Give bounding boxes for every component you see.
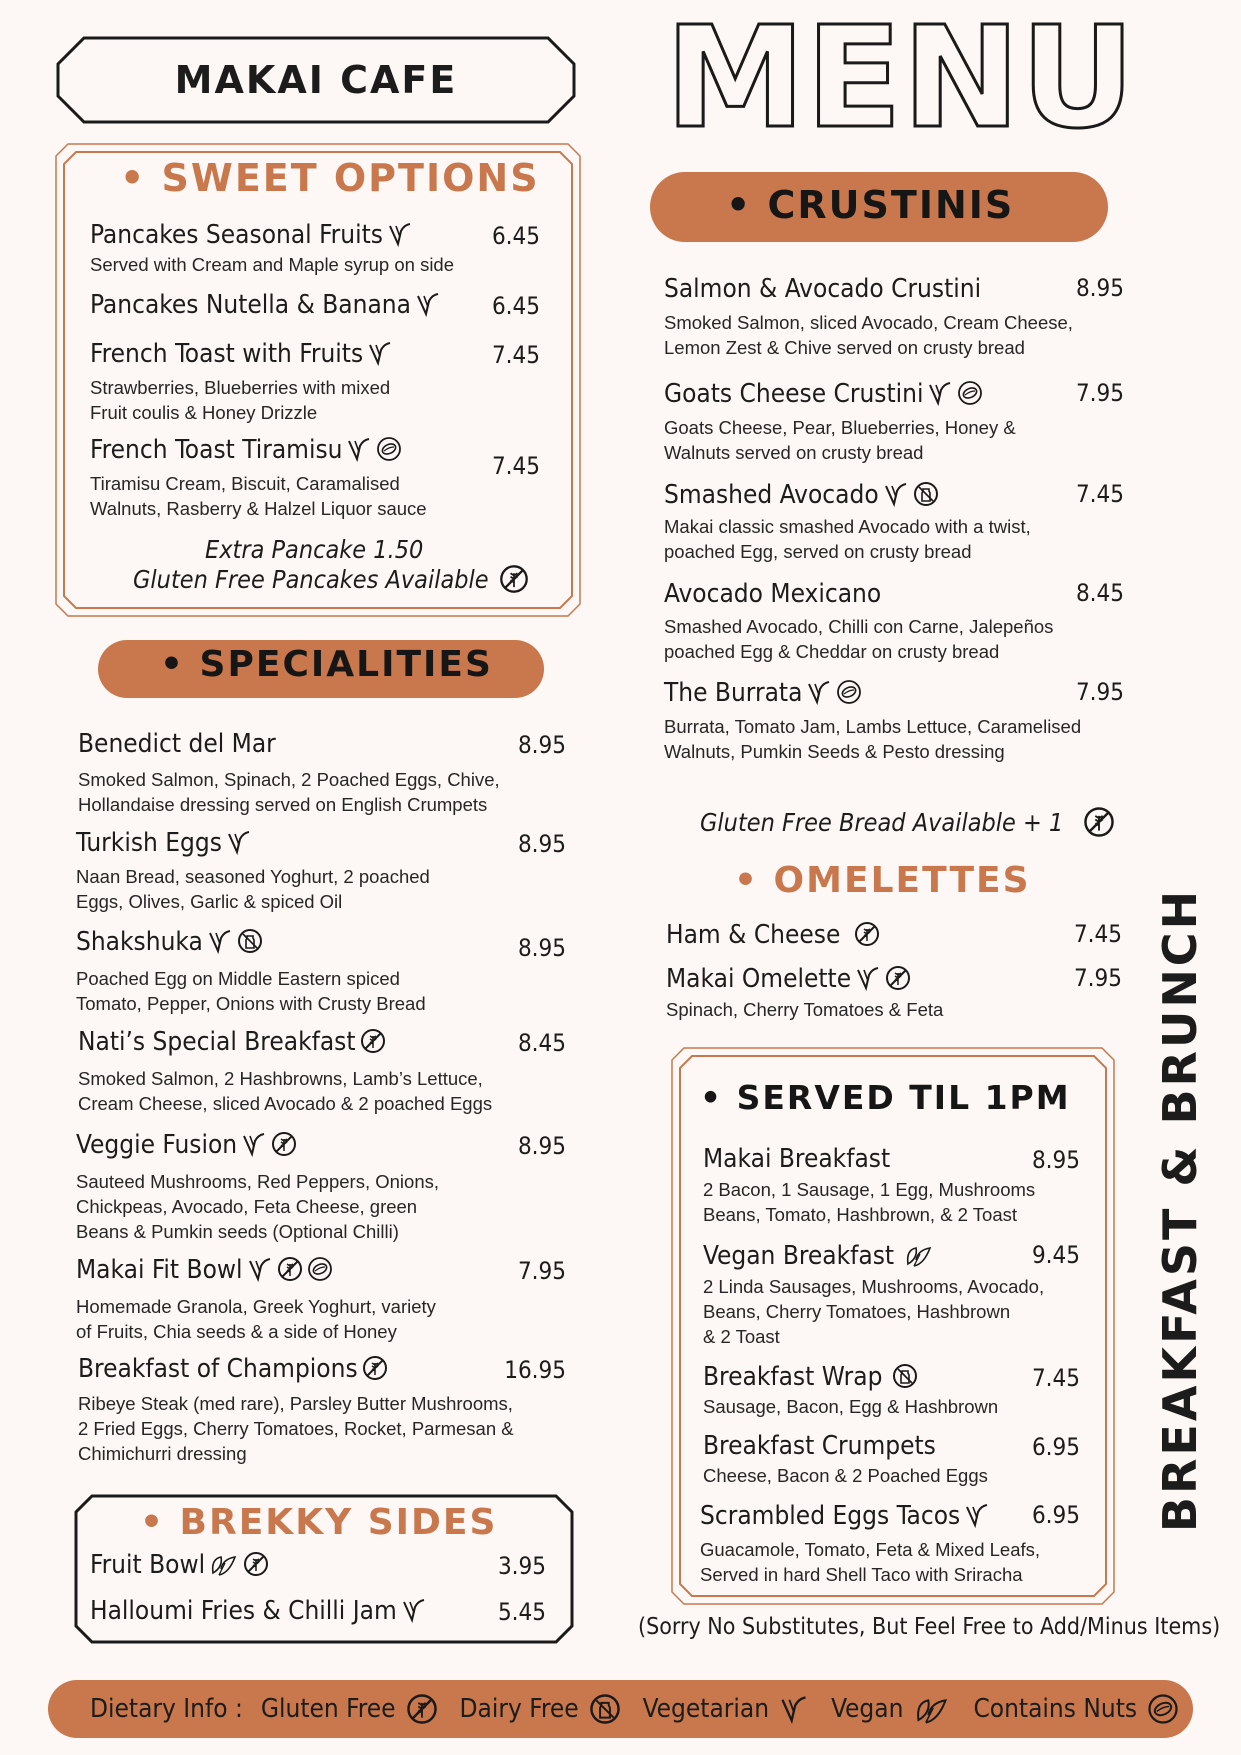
cafe-name: MAKAI CAFE <box>174 58 458 102</box>
extra-pancake-note: Extra Pancake 1.50 <box>205 535 424 564</box>
cafe-name-box <box>56 36 576 124</box>
gluten-free-icon <box>271 1131 297 1157</box>
menu-item-name: Avocado Mexicano <box>664 579 882 609</box>
nuts-icon <box>957 380 983 406</box>
menu-item-name: Smashed Avocado <box>664 480 939 510</box>
menu-item-name: Nati’s Special Breakfast <box>78 1027 386 1057</box>
nuts-icon <box>307 1256 333 1282</box>
gluten-free-icon <box>885 965 911 991</box>
vegetarian-icon <box>401 1597 427 1623</box>
menu-item-price: 8.95 <box>517 1132 566 1160</box>
legend-vegetarian: Vegetarian <box>642 1694 770 1724</box>
substitution-note: (Sorry No Substitutes, But Feel Free to Add/Minus Items) <box>638 1614 1221 1640</box>
menu-item-name: Makai Omelette <box>666 964 911 994</box>
menu-item-name: Goats Cheese Crustini <box>664 379 983 409</box>
vegetarian-icon <box>855 965 881 991</box>
menu-item-name: Vegan Breakfast <box>703 1241 934 1271</box>
gluten-free-bread-note: Gluten Free Bread Available + 1 <box>700 806 1115 838</box>
menu-item-name: Shakshuka <box>76 927 263 957</box>
menu-item-name: Pancakes Nutella & Banana <box>90 290 441 320</box>
menu-item-desc: Smashed Avocado, Chilli con Carne, Jalepeños poached Egg & Cheddar on crusty bread <box>664 616 1054 662</box>
vegetarian-icon <box>346 436 372 462</box>
legend-label: Dietary Info : <box>90 1694 243 1724</box>
menu-item-desc: Smoked Salmon, 2 Hashbrowns, Lamb’s Lettuce, Cream Cheese, sliced Avocado & 2 poached Eggs <box>78 1068 493 1114</box>
menu-item-name: Makai Breakfast <box>703 1144 891 1174</box>
menu-item-desc: Sauteed Mushrooms, Red Peppers, Onions, Chickpeas, Avocado, Feta Cheese, green Beans & Pumkin seeds (Optional Chilli) <box>76 1171 439 1242</box>
vegetarian-icon <box>367 340 393 366</box>
gluten-free-icon <box>362 1355 388 1381</box>
vegetarian-icon <box>883 481 909 507</box>
menu-item-price: 8.95 <box>517 934 566 962</box>
vegetarian-icon <box>927 380 953 406</box>
menu-item-price: 6.95 <box>1031 1433 1080 1461</box>
dairy-free-icon <box>237 928 263 954</box>
dairy-free-icon <box>892 1363 918 1389</box>
menu-item-price: 8.45 <box>1075 579 1124 607</box>
menu-item-desc: Ribeye Steak (med rare), Parsley Butter Mushrooms, 2 Fried Eggs, Cherry Tomatoes, Rocket, Parmesan & Chimichurri dressing <box>78 1393 514 1464</box>
menu-item-price: 8.95 <box>517 830 566 858</box>
menu-item-price: 6.45 <box>491 292 540 320</box>
menu-item-price: 7.45 <box>491 452 540 480</box>
menu-item-name: French Toast Tiramisu <box>90 435 402 465</box>
menu-item-name: Scrambled Eggs Tacos <box>700 1501 990 1531</box>
legend-dairy-free: Dairy Free <box>459 1694 579 1724</box>
menu-item-name: The Burrata <box>664 678 862 708</box>
menu-item-name: Halloumi Fries & Chilli Jam <box>90 1596 427 1626</box>
menu-item-price: 8.95 <box>1031 1146 1080 1174</box>
vegetarian-icon <box>415 291 441 317</box>
side-title: BREAKFAST & BRUNCH <box>1153 887 1207 1533</box>
vegetarian-icon <box>779 1693 809 1725</box>
gluten-free-icon <box>243 1551 269 1577</box>
nuts-icon <box>376 436 402 462</box>
menu-item-price: 6.95 <box>1031 1501 1080 1529</box>
vegan-icon <box>913 1693 951 1725</box>
menu-item-desc: Goats Cheese, Pear, Blueberries, Honey & Walnuts served on crusty bread <box>664 417 1016 463</box>
menu-item-name: Benedict del Mar <box>78 729 276 759</box>
menu-item-price: 9.45 <box>1031 1241 1080 1269</box>
menu-item-price: 5.45 <box>497 1598 546 1626</box>
menu-item-desc: Tiramisu Cream, Biscuit, Caramalised Walnuts, Rasberry & Halzel Liquor sauce <box>90 473 427 519</box>
omelettes-heading: • OMELETTES <box>734 860 1031 901</box>
menu-item-price: 7.95 <box>517 1257 566 1285</box>
legend-gluten-free: Gluten Free <box>260 1694 396 1724</box>
menu-item-price: 6.45 <box>491 222 540 250</box>
menu-item-price: 7.45 <box>1073 920 1122 948</box>
menu-item-price: 3.95 <box>497 1552 546 1580</box>
svg-text:MENU: MENU <box>665 14 1135 144</box>
gluten-free-icon <box>1083 806 1115 838</box>
menu-item-name: Breakfast of Champions <box>78 1354 388 1384</box>
menu-item-desc: Poached Egg on Middle Eastern spiced Tomato, Pepper, Onions with Crusty Bread <box>76 968 426 1014</box>
gluten-free-icon <box>277 1256 303 1282</box>
menu-title <box>660 14 1140 144</box>
menu-item-name: Pancakes Seasonal Fruits <box>90 220 413 250</box>
legend-vegan: Vegan <box>831 1694 904 1724</box>
menu-item-price: 7.95 <box>1075 678 1124 706</box>
menu-item-desc: Served with Cream and Maple syrup on side <box>90 254 455 275</box>
vegetarian-icon <box>964 1502 990 1528</box>
gluten-free-icon <box>854 921 880 947</box>
menu-item-name: Breakfast Crumpets <box>703 1431 936 1461</box>
specialities-heading: • SPECIALITIES <box>160 644 493 685</box>
menu-item-name: Veggie Fusion <box>76 1130 297 1160</box>
sweet-heading: • SWEET OPTIONS <box>120 156 540 200</box>
menu-item-desc: Makai classic smashed Avocado with a twist, poached Egg, served on crusty bread <box>664 516 1031 562</box>
menu-item-price: 7.95 <box>1075 379 1124 407</box>
menu-item-desc: 2 Bacon, 1 Sausage, 1 Egg, Mushrooms Beans, Tomato, Hashbrown, & 2 Toast <box>703 1179 1036 1225</box>
menu-item-name: Turkish Eggs <box>76 828 252 858</box>
crustinis-heading: • CRUSTINIS <box>726 183 1015 227</box>
menu-item-desc: Burrata, Tomato Jam, Lambs Lettuce, Caramelised Walnuts, Pumkin Seeds & Pesto dressing <box>664 716 1082 762</box>
gluten-free-icon <box>360 1028 386 1054</box>
menu-item-desc: Cheese, Bacon & 2 Poached Eggs <box>703 1465 988 1486</box>
vegetarian-icon <box>226 829 252 855</box>
vegetarian-icon <box>241 1131 267 1157</box>
menu-item-desc: Smoked Salmon, sliced Avocado, Cream Cheese, Lemon Zest & Chive served on crusty bread <box>664 312 1073 358</box>
gluten-free-pancake-note: Gluten Free Pancakes Available <box>133 564 529 594</box>
vegan-icon <box>209 1551 239 1577</box>
nuts-icon <box>836 679 862 705</box>
menu-item-desc: Sausage, Bacon, Egg & Hashbrown <box>703 1396 999 1417</box>
menu-item-price: 7.45 <box>1031 1364 1080 1392</box>
menu-item-desc: Naan Bread, seasoned Yoghurt, 2 poached Eggs, Olives, Garlic & spiced Oil <box>76 866 430 912</box>
menu-item-desc: 2 Linda Sausages, Mushrooms, Avocado, Beans, Cherry Tomatoes, Hashbrown & 2 Toast <box>703 1276 1045 1347</box>
nuts-icon <box>1147 1693 1179 1725</box>
menu-item-name: Fruit Bowl <box>90 1550 269 1580</box>
sides-heading: • BREKKY SIDES <box>140 1502 498 1543</box>
menu-item-price: 7.45 <box>1075 480 1124 508</box>
menu-item-price: 7.45 <box>491 341 540 369</box>
gluten-free-icon <box>499 564 529 594</box>
menu-item-name: French Toast with Fruits <box>90 339 393 369</box>
menu-item-desc: Strawberries, Blueberries with mixed Fruit coulis & Honey Drizzle <box>90 377 391 423</box>
vegan-icon <box>904 1242 934 1268</box>
vegetarian-icon <box>387 221 413 247</box>
menu-item-price: 8.45 <box>517 1029 566 1057</box>
vegetarian-icon <box>247 1256 273 1282</box>
menu-item-price: 8.95 <box>517 731 566 759</box>
menu-item-desc: Homemade Granola, Greek Yoghurt, variety of Fruits, Chia seeds & a side of Honey <box>76 1296 436 1342</box>
menu-item-name: Breakfast Wrap <box>703 1362 918 1392</box>
dairy-free-icon <box>589 1693 621 1725</box>
legend-contains-nuts: Contains Nuts <box>973 1694 1138 1724</box>
served-heading: • SERVED TIL 1PM <box>700 1078 1071 1117</box>
gluten-free-icon <box>406 1693 438 1725</box>
menu-item-name: Makai Fit Bowl <box>76 1255 333 1285</box>
menu-item-price: 16.95 <box>504 1356 566 1384</box>
menu-item-price: 8.95 <box>1075 274 1124 302</box>
vegetarian-icon <box>207 928 233 954</box>
menu-item-desc: Smoked Salmon, Spinach, 2 Poached Eggs, Chive, Hollandaise dressing served on English Crumpets <box>78 769 500 815</box>
menu-item-desc: Guacamole, Tomato, Feta & Mixed Leafs, Served in hard Shell Taco with Sriracha <box>700 1539 1041 1585</box>
menu-item-name: Salmon & Avocado Crustini <box>664 274 982 304</box>
menu-item-name: Ham & Cheese <box>666 920 880 950</box>
menu-item-price: 7.95 <box>1073 964 1122 992</box>
vegetarian-icon <box>806 679 832 705</box>
dietary-legend <box>48 1680 1193 1738</box>
dairy-free-icon <box>913 481 939 507</box>
menu-item-desc: Spinach, Cherry Tomatoes & Feta <box>666 999 944 1020</box>
